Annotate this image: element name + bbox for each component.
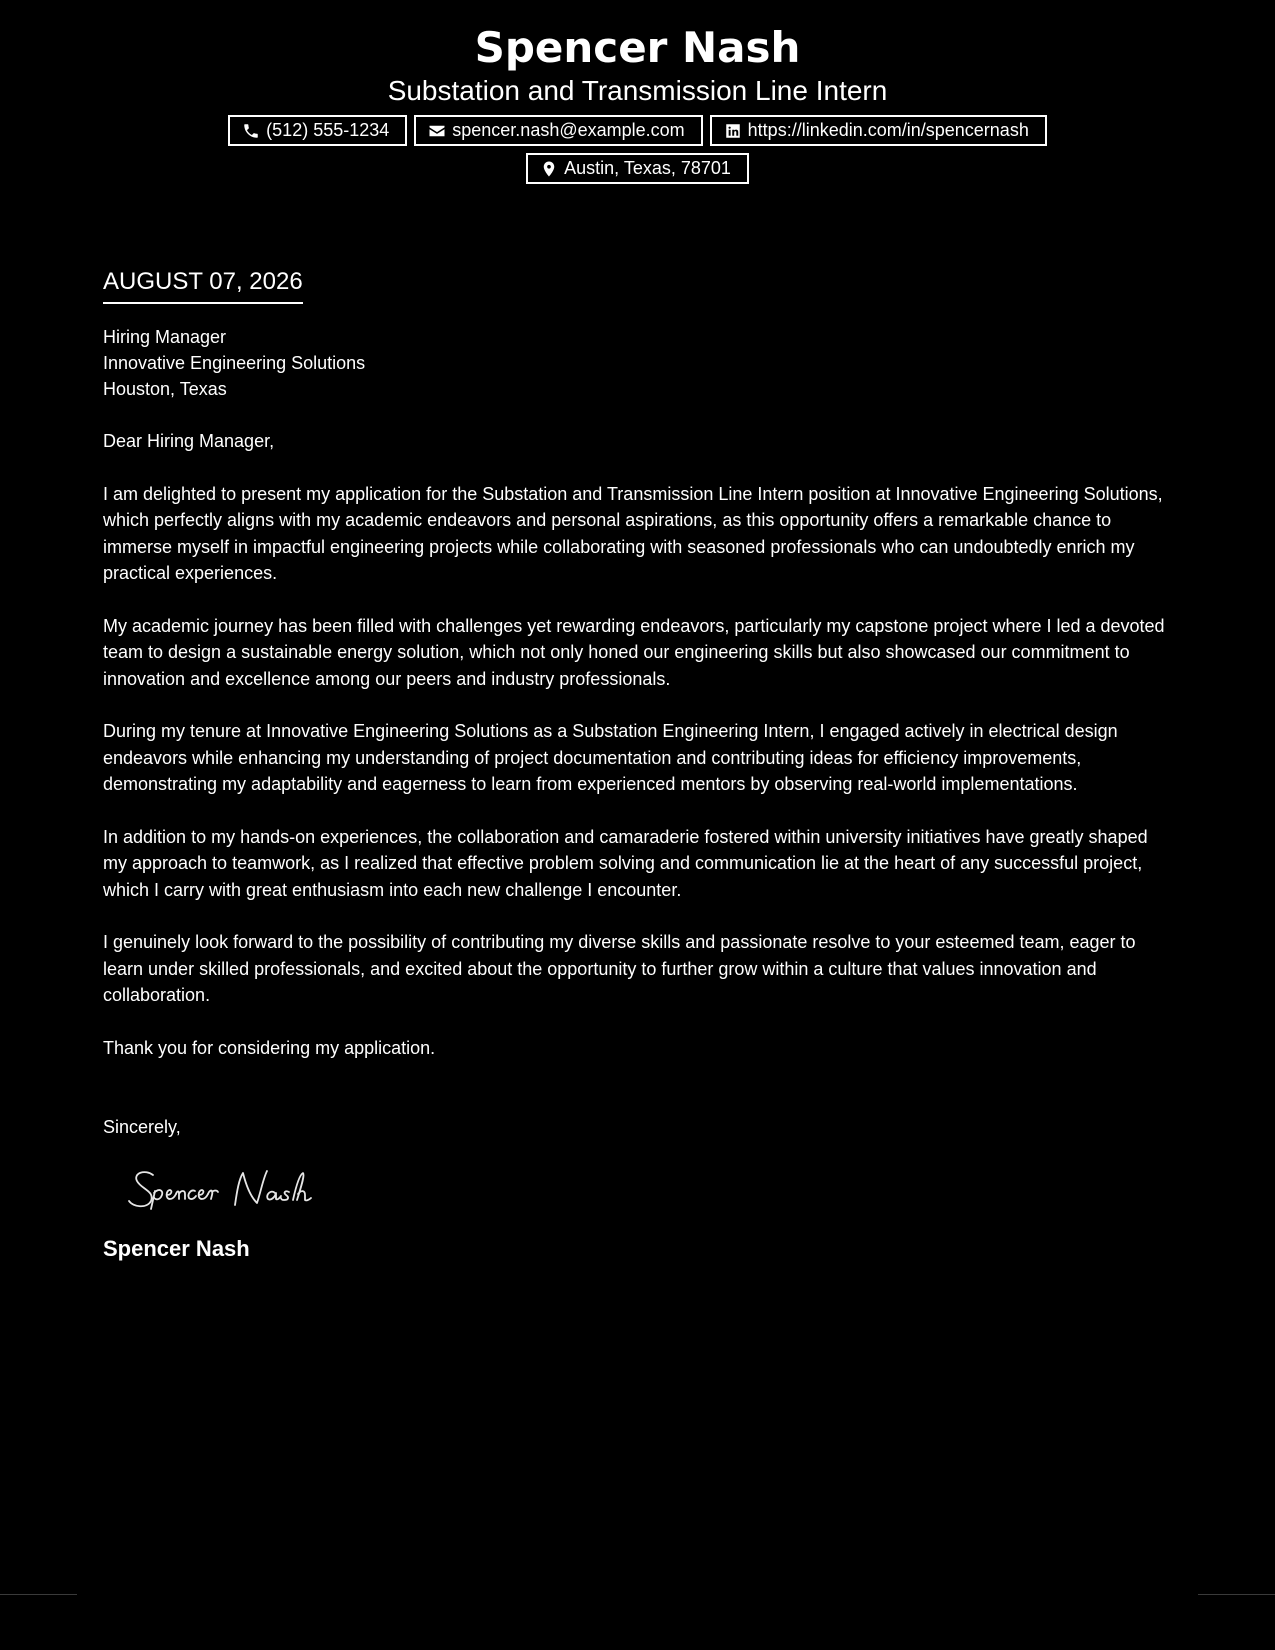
recipient-company: Innovative Engineering Solutions — [103, 353, 366, 373]
letter-body — [103, 266, 1173, 1263]
footer-rule-right — [1198, 1594, 1275, 1595]
salutation: Dear Hiring Manager, — [103, 431, 275, 451]
contact-bar — [198, 115, 1078, 184]
letter-header — [0, 22, 1275, 184]
paragraph: I am delighted to present my application for the Substation and Transmission Line Intern position at Innovative Engineering Solutions, which perfectly aligns with my academic endeavors and personal aspirations, as this opportunity offers a remarkable chance to immerse myself in impactful engineering projects while collaborating with seasoned professionals who can undoubtedly enrich my practical experiences. — [103, 483, 1163, 583]
paragraph-thanks: Thank you for considering my application. — [103, 1037, 436, 1058]
applicant-name: Spencer Nash — [474, 23, 801, 72]
recipient-location: Houston, Texas — [103, 379, 227, 399]
contact-linkedin[interactable] — [710, 115, 1047, 146]
footer-rule-left — [0, 1594, 77, 1595]
handwritten-signature — [123, 1161, 353, 1221]
envelope-icon — [428, 122, 446, 140]
closing: Sincerely, — [103, 1117, 181, 1137]
paragraph: I genuinely look forward to the possibility of contributing my diverse skills and passionate resolve to your esteemed team, eager to learn under skilled professionals, and excited about the opportunity to further grow within a culture that values innovation and collaboration. — [103, 932, 1136, 1005]
contact-location — [526, 153, 749, 184]
contact-email[interactable] — [414, 115, 702, 146]
applicant-role: Substation and Transmission Line Intern — [387, 75, 888, 106]
phone-text: (512) 555-1234 — [266, 120, 390, 140]
signature-image — [123, 1161, 1173, 1221]
recipient-block — [103, 324, 1173, 402]
map-marker-icon — [540, 160, 558, 178]
signer-name: Spencer Nash — [103, 1235, 250, 1261]
phone-icon — [242, 122, 260, 140]
letter-date: AUGUST 07, 2026 — [103, 266, 303, 304]
location-text: Austin, Texas, 78701 — [564, 158, 731, 178]
linkedin-icon — [724, 122, 742, 140]
email-text: spencer.nash@example.com — [452, 120, 685, 140]
linkedin-text: https://linkedin.com/in/spencernash — [747, 120, 1029, 140]
paragraph: In addition to my hands-on experiences, the collaboration and camaraderie fostered within university initiatives have greatly shaped my approach to teamwork, as I realized that effective problem solving and communication lie at the heart of any successful project, which I carry with great enthusiasm into each new challenge I encounter. — [103, 826, 1148, 900]
paragraph: During my tenure at Innovative Engineering Solutions as a Substation Engineering Intern, I engaged actively in electrical design endeavors while enhancing my understanding of project documentation and contributing ideas for efficiency improvements, demonstrating my adaptability and eagerness to learn from experienced mentors by observing real-world implementations. — [103, 721, 1118, 794]
contact-phone[interactable] — [228, 115, 407, 146]
paragraph: My academic journey has been filled with challenges yet rewarding endeavors, particularly my capstone project where I led a devoted team to design a sustainable energy solution, which not only honed our engineering skills but also showcased our commitment to innovation and excellence among our peers and industry professionals. — [103, 615, 1165, 689]
recipient-title: Hiring Manager — [103, 327, 227, 347]
